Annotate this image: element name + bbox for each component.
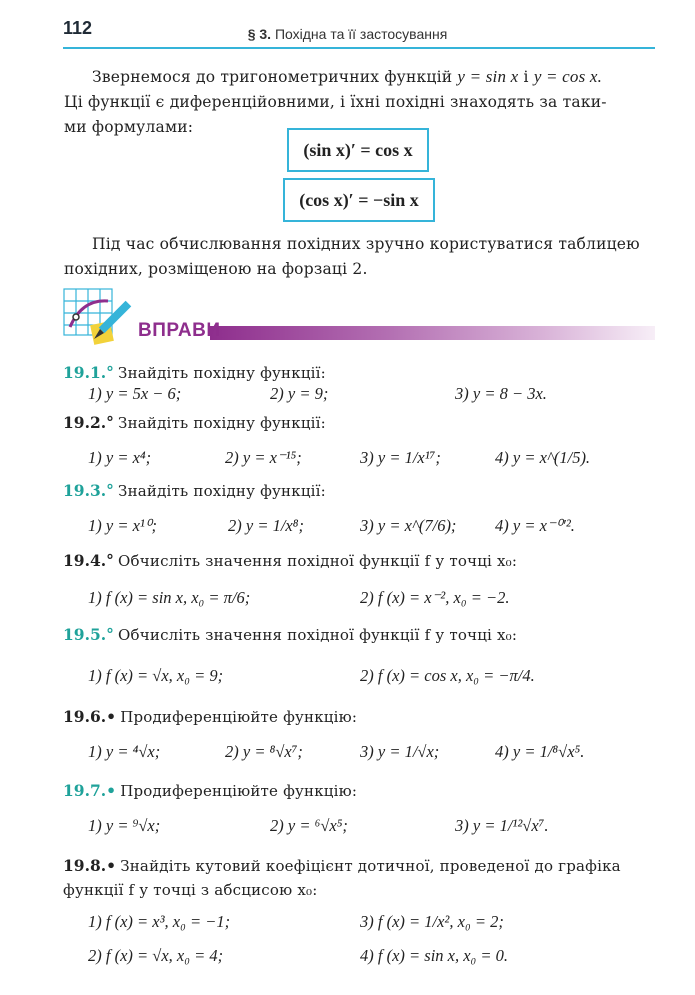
item-2: 2) y = 1/x⁸;: [228, 516, 304, 535]
intro-line2: Ці функції є диференційовними, і їхні похідні знаходять за таки-: [64, 93, 607, 111]
exercise-19-3-items: [88, 506, 668, 546]
exercise-number: 19.8.•: [63, 856, 117, 875]
exercise-19-8: [63, 854, 663, 902]
note-line2: похідних, розміщеною на форзаці 2.: [64, 260, 368, 278]
exercise-19-2-items: [88, 438, 668, 478]
exercise-task: Знайдіть похідну функції:: [118, 482, 326, 500]
item-1: 1) y = ⁴√x;: [88, 742, 161, 761]
exercises-heading: ВПРАВИ: [138, 320, 221, 341]
item-2: 2) f (x) = cos x, x₀ = −π/4.: [360, 666, 535, 685]
item-2: 2) y = ⁶√x⁵;: [270, 816, 348, 835]
intro-line3: ми формулами:: [64, 118, 194, 136]
formula-cos-box: [283, 178, 435, 222]
item-1: 1) f (x) = x³, x₀ = −1;: [88, 912, 231, 931]
section-number: § 3.: [247, 26, 272, 42]
item-4: 4) y = 1/⁸√x⁵.: [495, 742, 585, 761]
exercise-task: Знайдіть похідну функції:: [118, 414, 326, 432]
section-header: [0, 26, 695, 42]
item-1: 1) y = 5x − 6;: [88, 384, 182, 403]
page-number: 112: [63, 18, 93, 38]
exercise-task: Обчисліть значення похідної функції f у точці x₀:: [118, 626, 518, 644]
item-3: 3) y = 1/x¹⁷;: [360, 448, 441, 467]
exercise-number: 19.1.°: [63, 363, 114, 382]
item-1: 1) f (x) = √x, x₀ = 9;: [88, 666, 224, 685]
exercise-19-2: [63, 412, 663, 434]
exercises-icon: [62, 287, 138, 349]
formula-cos: (cos x)′ = −sin x: [299, 189, 419, 210]
exercise-19-5: [63, 624, 663, 646]
exercise-number: 19.7.•: [63, 781, 117, 800]
exercise-19-4-items: [88, 578, 668, 618]
exercise-19-7: [63, 780, 663, 802]
item-2: 2) f (x) = √x, x₀ = 4;: [88, 946, 224, 965]
item-3: 3) y = 1/¹²√x⁷.: [455, 816, 549, 835]
item-3: 3) f (x) = 1/x², x₀ = 2;: [360, 912, 504, 931]
note-paragraph: [64, 232, 654, 282]
exercise-number: 19.3.°: [63, 481, 114, 500]
exercise-19-7-items: [88, 806, 668, 846]
exercise-19-6: [63, 706, 663, 728]
exercise-19-3: [63, 480, 663, 502]
exercise-number: 19.5.°: [63, 625, 114, 644]
intro-line1: Звернемося до тригонометричних функцій: [92, 68, 453, 86]
item-1: 1) y = ⁹√x;: [88, 816, 161, 835]
item-3: 3) y = x^(7/6);: [360, 516, 457, 535]
note-line1: Під час обчислювання похідних зручно користуватися таблицею: [92, 235, 640, 253]
exercise-19-8-items-b: [88, 936, 668, 976]
exercise-task: Продиференціюйте функцію:: [120, 708, 358, 726]
exercise-19-6-items: [88, 732, 668, 772]
item-3: 3) y = 8 − 3x.: [455, 384, 547, 403]
item-4: 4) y = x⁻⁰′².: [495, 516, 575, 535]
section-title: Похідна та її застосування: [274, 26, 448, 42]
exercise-19-1-items: [88, 374, 668, 414]
exercise-number: 19.4.°: [63, 551, 114, 570]
item-1: 1) f (x) = sin x, x₀ = π/6;: [88, 588, 251, 607]
exercise-number: 19.6.•: [63, 707, 117, 726]
item-2: 2) y = 9;: [270, 384, 329, 403]
item-2: 2) y = ⁸√x⁷;: [225, 742, 303, 761]
formula-sin-box: [287, 128, 429, 172]
item-4: 4) f (x) = sin x, x₀ = 0.: [360, 946, 509, 965]
item-3: 3) y = 1/√x;: [360, 742, 440, 761]
formula-sin: (sin x)′ = cos x: [303, 139, 413, 160]
exercise-task: Продиференціюйте функцію:: [120, 782, 358, 800]
exercise-task: Знайдіть похідну функції:: [118, 364, 326, 382]
exercise-task-line2: функції f у точці з абсцисою x₀:: [63, 881, 318, 899]
item-2: 2) f (x) = x⁻², x₀ = −2.: [360, 588, 510, 607]
exercise-task-line1: Знайдіть кутовий коефіцієнт дотичної, проведеної до графіка: [120, 857, 621, 875]
item-2: 2) y = x⁻¹⁵;: [225, 448, 302, 467]
intro-f2: y = cos x.: [533, 67, 603, 86]
exercise-19-4: [63, 550, 663, 572]
exercise-19-5-items: [88, 656, 668, 696]
intro-and: і: [523, 68, 529, 86]
header-rule: [63, 47, 655, 49]
intro-f1: y = sin x: [457, 67, 519, 86]
item-1: 1) y = x¹⁰;: [88, 516, 157, 535]
exercises-band: [210, 326, 655, 340]
item-4: 4) y = x^(1/5).: [495, 448, 591, 467]
exercise-task: Обчисліть значення похідної функції f у точці x₀:: [118, 552, 518, 570]
exercise-number: 19.2.°: [63, 413, 114, 432]
item-1: 1) y = x⁴;: [88, 448, 152, 467]
